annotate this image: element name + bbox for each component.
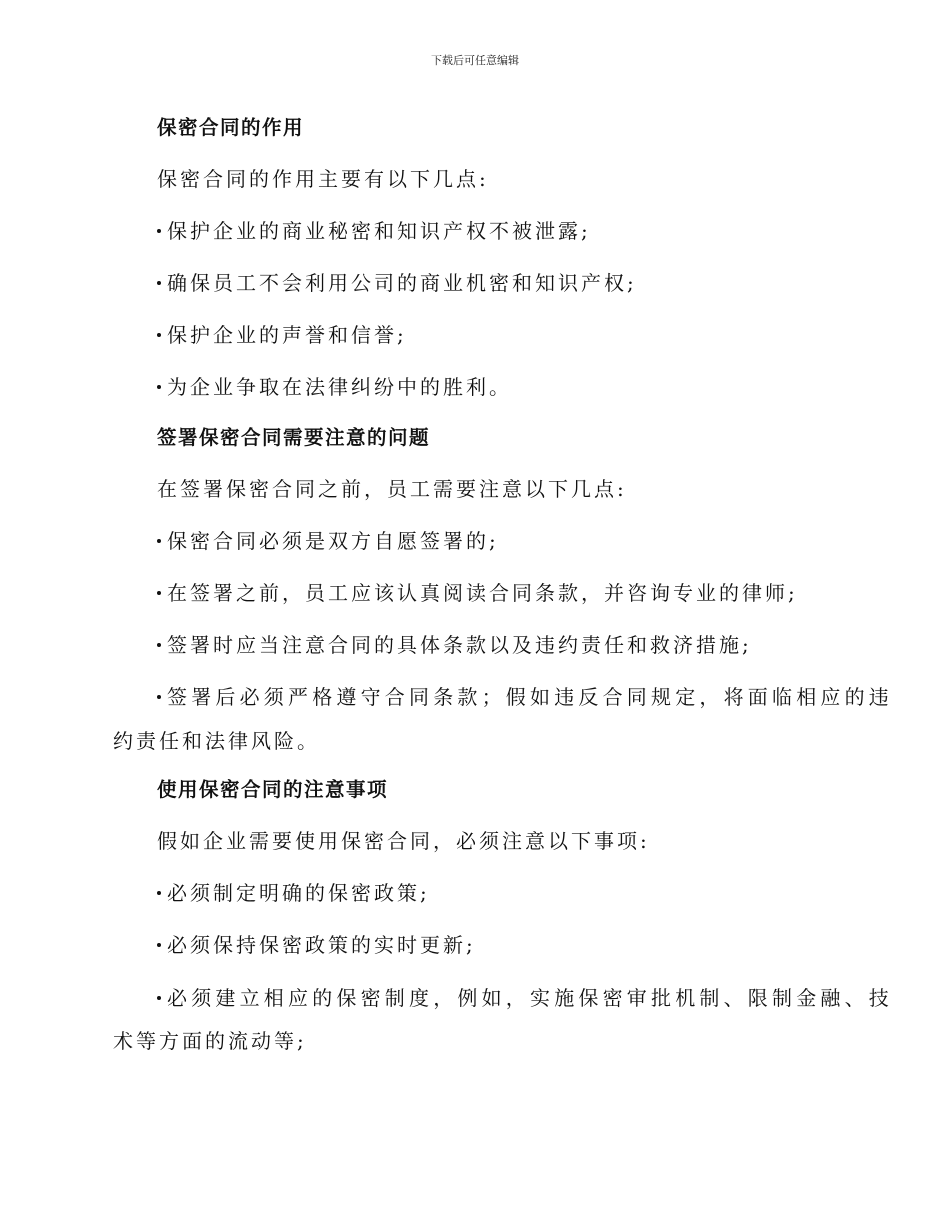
bullet-dot-icon: [157, 539, 161, 543]
section-heading: 签署保密合同需要注意的问题: [157, 426, 431, 449]
list-item: [157, 632, 752, 658]
list-item-text: 必须保持保密政策的实时更新;: [167, 933, 476, 957]
list-item: [157, 684, 893, 710]
list-item-continuation: 术等方面的流动等;: [113, 1029, 307, 1053]
list-item-text: 在签署之前，员工应该认真阅读合同条款，并咨询专业的律师;: [167, 581, 798, 605]
list-item-text: 保护企业的声誉和信誉;: [167, 323, 407, 347]
list-item: [157, 528, 499, 554]
list-item: [157, 270, 637, 296]
list-item-text: 为企业争取在法律纠纷中的胜利。: [167, 375, 512, 399]
bullet-dot-icon: [157, 385, 161, 389]
list-item-text: 签署后必须严格遵守合同条款；假如违反合同规定，将面临相应的违: [167, 685, 893, 709]
list-item-text: 确保员工不会利用公司的商业机密和知识产权;: [167, 271, 637, 295]
list-item: [157, 880, 430, 906]
page-header-note: 下载后可任意编辑: [431, 54, 519, 67]
section-intro: 保密合同的作用主要有以下几点:: [157, 167, 489, 191]
list-item: [157, 932, 476, 958]
section-heading: 使用保密合同的注意事项: [157, 778, 389, 801]
list-item-text: 签署时应当注意合同的具体条款以及违约责任和救济措施;: [167, 633, 752, 657]
list-item-text: 保护企业的商业秘密和知识产权不被泄露;: [167, 219, 591, 243]
section-intro: 假如企业需要使用保密合同，必须注意以下事项:: [157, 829, 650, 853]
bullet-dot-icon: [157, 591, 161, 595]
bullet-dot-icon: [157, 333, 161, 337]
list-item: [157, 374, 512, 400]
list-item: [157, 218, 591, 244]
bullet-dot-icon: [157, 891, 161, 895]
list-item: [157, 985, 893, 1011]
list-item-text: 必须建立相应的保密制度，例如，实施保密审批机制、限制金融、技: [167, 986, 893, 1010]
list-item-continuation: 约责任和法律风险。: [113, 729, 320, 753]
bullet-dot-icon: [157, 943, 161, 947]
list-item-text: 保密合同必须是双方自愿签署的;: [167, 529, 499, 553]
section-intro: 在签署保密合同之前，员工需要注意以下几点:: [157, 477, 627, 501]
list-item: [157, 322, 407, 348]
list-item-text: 必须制定明确的保密政策;: [167, 881, 430, 905]
list-item: [157, 580, 798, 606]
section-heading: 保密合同的作用: [157, 116, 305, 139]
bullet-dot-icon: [157, 229, 161, 233]
bullet-dot-icon: [157, 695, 161, 699]
bullet-dot-icon: [157, 281, 161, 285]
bullet-dot-icon: [157, 643, 161, 647]
bullet-dot-icon: [157, 996, 161, 1000]
